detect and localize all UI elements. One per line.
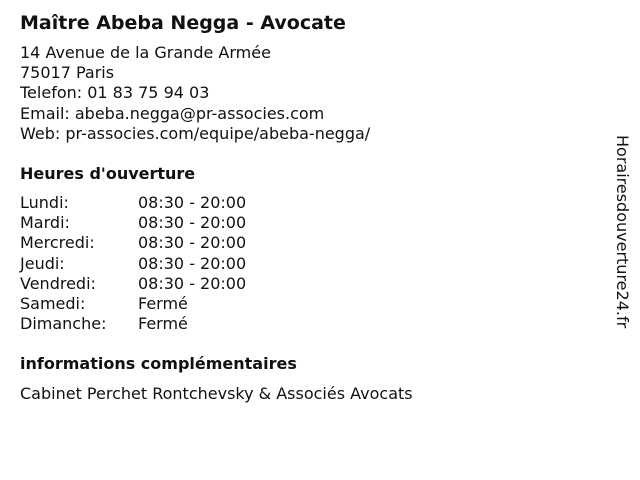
hours-row <box>20 274 246 294</box>
hours-table <box>20 193 246 334</box>
address-street: 14 Avenue de la Grande Armée <box>20 43 271 62</box>
hours-time: Fermé <box>138 294 188 314</box>
hours-day: Mercredi: <box>20 233 95 253</box>
phone-line: Telefon: 01 83 75 94 03 <box>20 83 210 103</box>
info-heading: informations complémentaires <box>20 354 297 373</box>
hours-row <box>20 233 246 253</box>
hours-time: 08:30 - 20:00 <box>138 233 247 253</box>
address-city: 75017 Paris <box>20 63 115 83</box>
hours-time: Fermé <box>138 314 188 334</box>
hours-time: 08:30 - 20:00 <box>138 273 247 293</box>
hours-day: Vendredi: <box>20 273 96 293</box>
email-line: Email: abeba.negga@pr-associes.com <box>20 103 325 123</box>
hours-time: 08:30 - 20:00 <box>138 193 247 212</box>
hours-day: Dimanche: <box>20 314 107 334</box>
hours-row <box>20 193 246 213</box>
web-line: Web: pr-associes.com/equipe/abeba-negga/ <box>20 123 371 143</box>
hours-row <box>20 213 246 233</box>
info-text: Cabinet Perchet Rontchevsky & Associés Avocats <box>20 384 413 403</box>
contact-block <box>20 43 370 144</box>
hours-day: Jeudi: <box>20 253 65 273</box>
hours-row <box>20 254 246 274</box>
hours-row <box>20 314 246 334</box>
hours-day: Samedi: <box>20 294 86 314</box>
hours-day: Mardi: <box>20 213 70 233</box>
hours-day: Lundi: <box>20 193 69 212</box>
hours-heading: Heures d'ouverture <box>20 164 196 183</box>
page-title: Maître Abeba Negga - Avocate <box>20 12 346 34</box>
hours-time: 08:30 - 20:00 <box>138 213 247 233</box>
hours-row <box>20 294 246 314</box>
hours-time: 08:30 - 20:00 <box>138 253 247 273</box>
side-brand-watermark: Horairesdouverture24.fr <box>613 135 632 329</box>
